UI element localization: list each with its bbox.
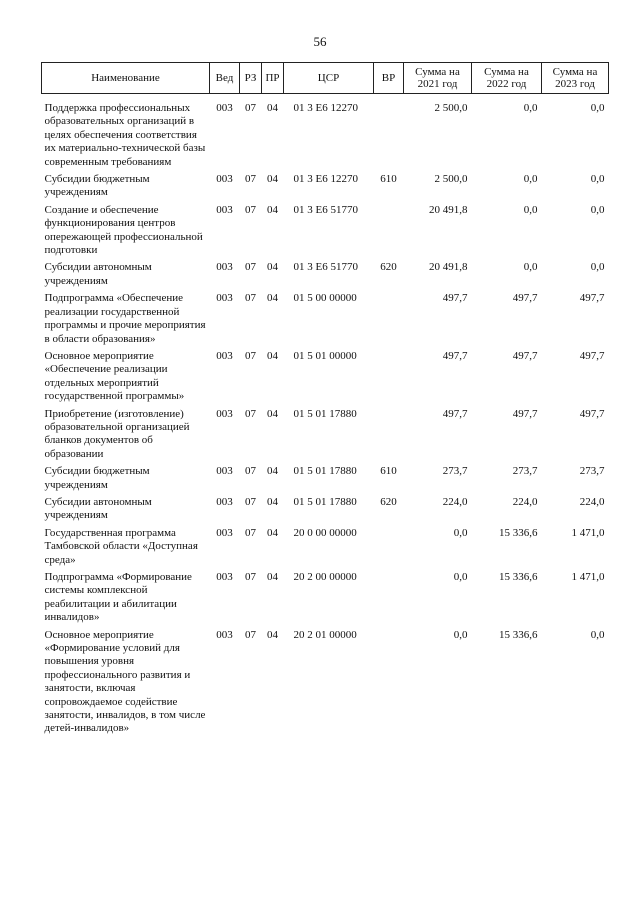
cell-csr: 01 3 Е6 51770 xyxy=(293,261,358,274)
cell-ved: 003 xyxy=(216,173,233,186)
cell-pr: 04 xyxy=(267,495,278,508)
cell-rz: 07 xyxy=(245,407,256,420)
cell-vr xyxy=(374,200,404,258)
cell-vr xyxy=(374,523,404,567)
cell-sum2022: 224,0 xyxy=(512,495,538,508)
cell-ved: 003 xyxy=(216,349,233,362)
cell-ved: 003 xyxy=(216,407,233,420)
cell-name: Государственная программа Тамбовской области «Доступная среда» xyxy=(44,526,198,566)
cell-rz: 07 xyxy=(245,465,256,478)
cell-sum2023: 497,7 xyxy=(579,407,605,420)
table-body xyxy=(42,94,609,736)
cell-sum2021: 224,0 xyxy=(442,495,468,508)
table-row xyxy=(42,169,609,200)
cell-sum2023: 1 471,0 xyxy=(571,526,605,539)
cell-pr: 04 xyxy=(267,173,278,186)
table-row xyxy=(42,346,609,404)
cell-rz: 07 xyxy=(245,261,256,274)
cell-sum2022: 0,0 xyxy=(523,203,538,216)
cell-sum2022: 0,0 xyxy=(523,261,538,274)
cell-name: Субсидии автономным учреждениям xyxy=(44,495,152,522)
page-number: 56 xyxy=(313,34,327,49)
cell-name: Подпрограмма «Формирование системы комплексной реабилитации и абилитации инвалидов» xyxy=(44,571,192,624)
table-row xyxy=(42,94,609,170)
cell-csr: 01 5 01 00000 xyxy=(293,349,357,362)
cell-sum2021: 0,0 xyxy=(453,571,468,583)
cell-csr: 20 0 00 00000 xyxy=(293,526,357,539)
cell-pr: 04 xyxy=(267,465,278,478)
cell-rz: 07 xyxy=(245,526,256,539)
table-row xyxy=(42,200,609,258)
cell-pr: 04 xyxy=(267,102,278,114)
cell-vr xyxy=(374,288,404,346)
cell-ved: 003 xyxy=(216,628,233,641)
cell-name: Создание и обеспечение функционирования центров опережающей профессиональной подготовки xyxy=(44,203,203,257)
table-header-row xyxy=(42,63,609,94)
cell-name: Подпрограмма «Обеспечение реализации государственной программы и прочие мероприятия в области образования» xyxy=(44,292,206,345)
budget-table xyxy=(41,62,609,736)
cell-name: Субсидии бюджетным учреждениям xyxy=(44,173,150,199)
cell-sum2023: 0,0 xyxy=(590,173,605,186)
cell-sum2021: 20 491,8 xyxy=(429,261,468,274)
cell-vr: 620 xyxy=(380,495,397,508)
cell-ved: 003 xyxy=(216,526,233,539)
cell-sum2023: 497,7 xyxy=(579,349,605,362)
cell-csr: 20 2 00 00000 xyxy=(293,571,357,583)
cell-vr: 620 xyxy=(380,261,397,274)
header-ved: Вед xyxy=(210,63,240,94)
cell-vr xyxy=(374,94,404,170)
header-rz: РЗ xyxy=(240,63,262,94)
cell-ved: 003 xyxy=(216,292,233,305)
table-row xyxy=(42,257,609,288)
cell-rz: 07 xyxy=(245,349,256,362)
cell-sum2021: 497,7 xyxy=(442,349,468,362)
table-row xyxy=(42,567,609,625)
cell-pr: 04 xyxy=(267,628,278,641)
header-sum-2021: Сумма на 2021 год xyxy=(404,63,472,94)
cell-csr: 01 5 01 17880 xyxy=(293,407,357,420)
cell-ved: 003 xyxy=(216,571,233,583)
cell-csr: 01 5 00 00000 xyxy=(293,292,357,305)
cell-ved: 003 xyxy=(216,465,233,478)
table-row xyxy=(42,404,609,462)
cell-vr xyxy=(374,567,404,625)
header-name: Наименование xyxy=(42,63,210,94)
table-row xyxy=(42,288,609,346)
cell-sum2022: 15 336,6 xyxy=(499,571,538,583)
cell-rz: 07 xyxy=(245,102,256,114)
cell-name: Приобретение (изготовление) образовательной организацией бланков документов об образовании xyxy=(44,407,190,460)
header-sum-2022: Сумма на 2022 год xyxy=(472,63,542,94)
cell-pr: 04 xyxy=(267,261,278,274)
cell-csr: 20 2 01 00000 xyxy=(293,628,357,641)
cell-pr: 04 xyxy=(267,526,278,539)
cell-vr: 610 xyxy=(380,173,397,186)
cell-sum2022: 0,0 xyxy=(523,102,538,114)
cell-pr: 04 xyxy=(267,349,278,362)
cell-pr: 04 xyxy=(267,407,278,420)
cell-name: Субсидии автономным учреждениям xyxy=(44,261,152,287)
cell-sum2021: 2 500,0 xyxy=(434,173,468,186)
cell-sum2023: 0,0 xyxy=(590,628,605,641)
cell-rz: 07 xyxy=(245,495,256,508)
cell-sum2021: 0,0 xyxy=(453,526,468,539)
cell-csr: 01 3 Е6 51770 xyxy=(293,203,358,216)
cell-sum2022: 273,7 xyxy=(512,465,538,478)
cell-rz: 07 xyxy=(245,571,256,583)
header-vr: ВР xyxy=(374,63,404,94)
cell-ved: 003 xyxy=(216,261,233,274)
cell-sum2022: 15 336,6 xyxy=(499,526,538,539)
cell-name: Основное мероприятие «Формирование условий для повышения уровня профессионального развития и занятости, включая сопровождаемое содействие занятости, инвалидов, в том числе детей-инвалидов» xyxy=(44,628,206,735)
table-row xyxy=(42,461,609,492)
cell-sum2023: 497,7 xyxy=(579,292,605,305)
cell-pr: 04 xyxy=(267,203,278,216)
cell-sum2023: 1 471,0 xyxy=(571,571,605,583)
header-csr: ЦСР xyxy=(284,63,374,94)
table-row xyxy=(42,492,609,523)
cell-sum2021: 2 500,0 xyxy=(434,102,468,114)
cell-rz: 07 xyxy=(245,628,256,641)
table-row xyxy=(42,625,609,736)
cell-sum2021: 497,7 xyxy=(442,292,468,305)
cell-sum2021: 273,7 xyxy=(442,465,468,478)
cell-vr xyxy=(374,404,404,462)
cell-sum2022: 497,7 xyxy=(512,349,538,362)
cell-sum2023: 273,7 xyxy=(579,465,605,478)
cell-sum2023: 0,0 xyxy=(590,203,605,216)
cell-ved: 003 xyxy=(216,102,233,114)
cell-rz: 07 xyxy=(245,203,256,216)
table-row xyxy=(42,523,609,567)
cell-rz: 07 xyxy=(245,173,256,186)
cell-csr: 01 3 Е6 12270 xyxy=(293,102,358,114)
cell-sum2021: 20 491,8 xyxy=(429,203,468,216)
cell-sum2023: 224,0 xyxy=(579,495,605,508)
cell-vr xyxy=(374,625,404,736)
cell-sum2023: 0,0 xyxy=(590,102,605,114)
cell-vr xyxy=(374,346,404,404)
cell-rz: 07 xyxy=(245,292,256,305)
cell-name: Основное мероприятие «Обеспечение реализации отдельных мероприятий государственной программы» xyxy=(44,349,185,403)
cell-name: Поддержка профессиональных образовательных организаций в целях обеспечения соответствия их материально-технической базы современным требованиям xyxy=(44,102,206,168)
cell-sum2022: 0,0 xyxy=(523,173,538,186)
cell-pr: 04 xyxy=(267,571,278,583)
cell-vr: 610 xyxy=(380,465,397,478)
cell-sum2022: 15 336,6 xyxy=(499,628,538,641)
cell-sum2021: 0,0 xyxy=(453,628,468,641)
cell-sum2023: 0,0 xyxy=(590,261,605,274)
cell-pr: 04 xyxy=(267,292,278,305)
cell-sum2021: 497,7 xyxy=(442,407,468,420)
cell-ved: 003 xyxy=(216,203,233,216)
cell-csr: 01 5 01 17880 xyxy=(293,465,357,478)
cell-csr: 01 5 01 17880 xyxy=(293,495,357,508)
cell-csr: 01 3 Е6 12270 xyxy=(293,173,358,186)
header-pr: ПР xyxy=(262,63,284,94)
cell-sum2022: 497,7 xyxy=(512,407,538,420)
cell-ved: 003 xyxy=(216,495,233,508)
cell-sum2022: 497,7 xyxy=(512,292,538,305)
header-sum-2023: Сумма на 2023 год xyxy=(542,63,609,94)
cell-name: Субсидии бюджетным учреждениям xyxy=(44,465,150,491)
